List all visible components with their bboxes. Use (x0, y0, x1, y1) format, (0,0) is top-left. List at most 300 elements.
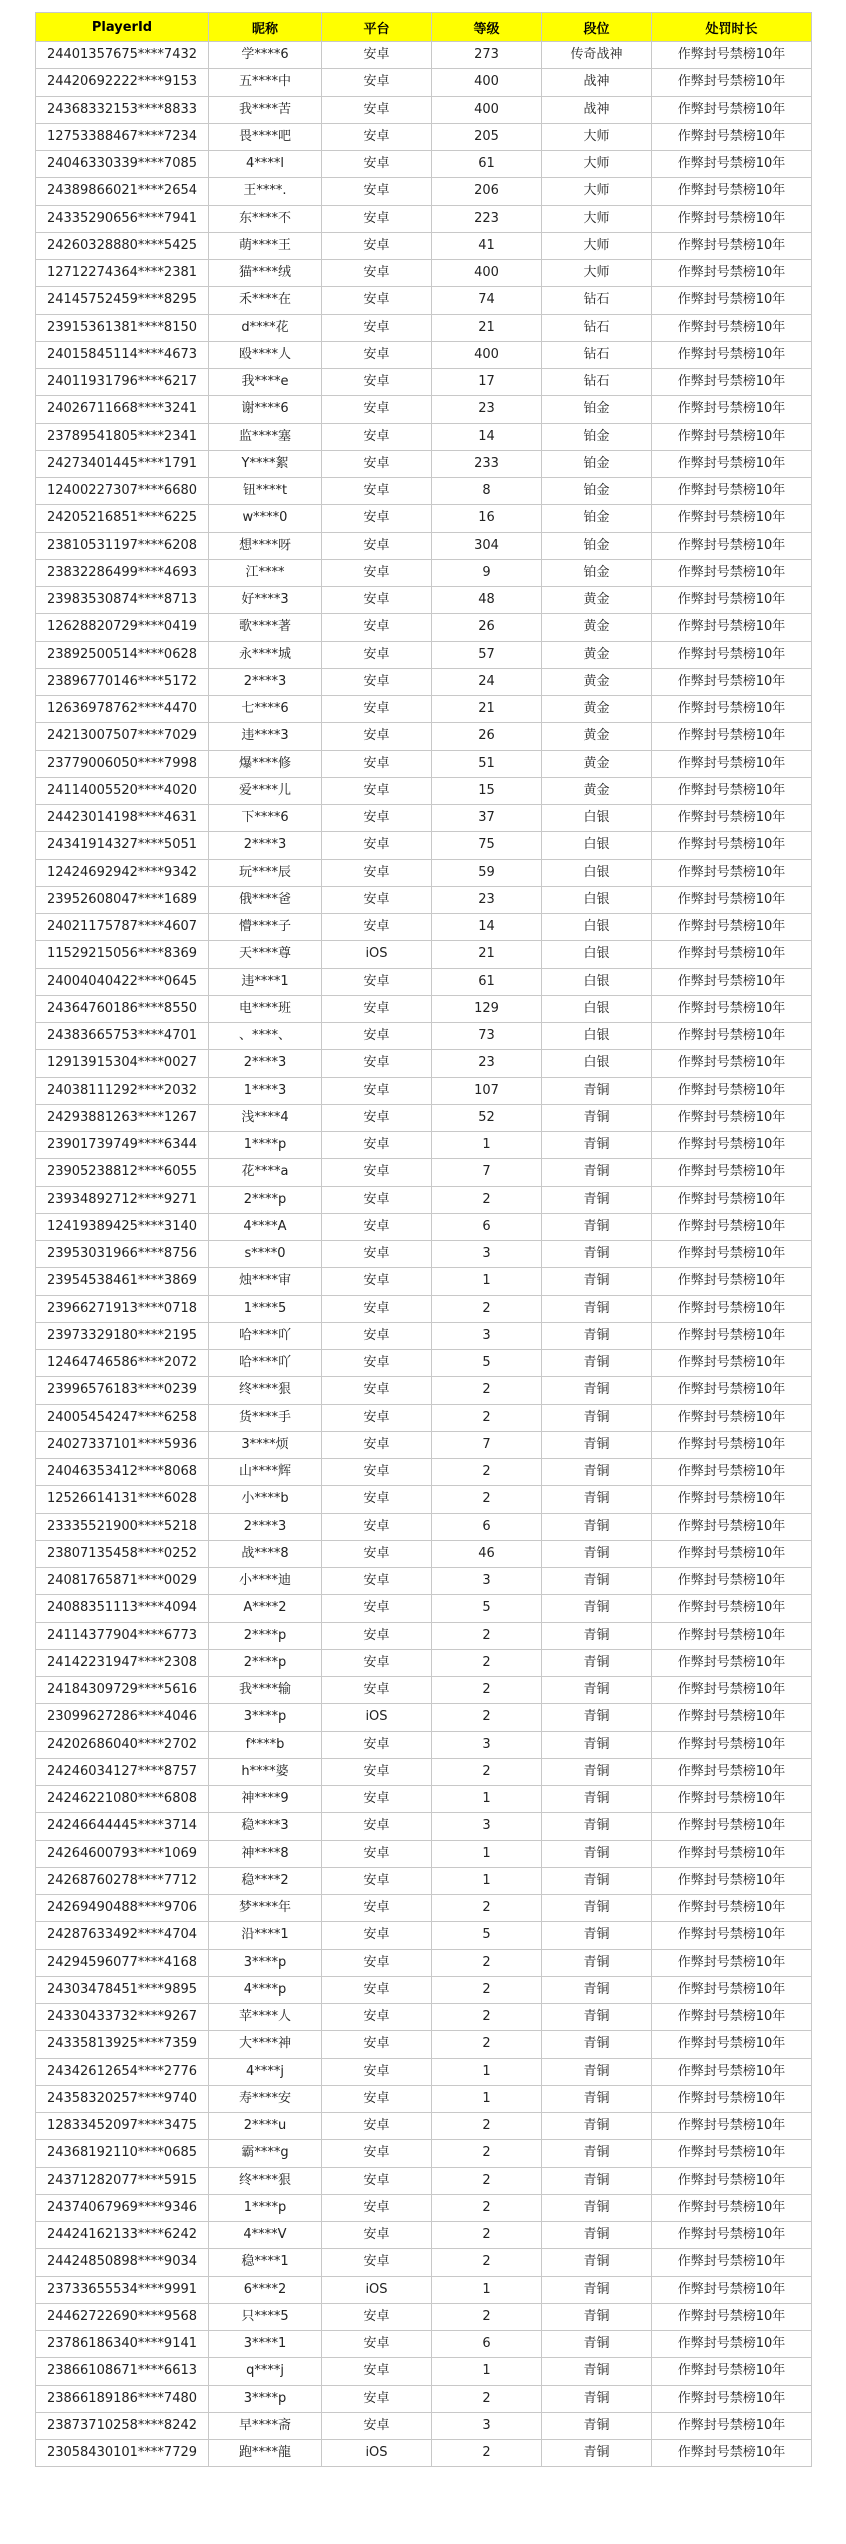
rank-cell: 白银 (542, 832, 652, 859)
platform-cell: 安卓 (322, 641, 432, 668)
rank-cell: 青铜 (542, 1377, 652, 1404)
player-id-cell: 12464746586****2072 (36, 1350, 209, 1377)
platform-cell: 安卓 (322, 914, 432, 941)
level-cell: 59 (432, 859, 542, 886)
nickname-cell: 小****b (209, 1486, 322, 1513)
player-id-cell: 24114005520****4020 (36, 777, 209, 804)
player-id-cell: 24423014198****4631 (36, 805, 209, 832)
level-cell: 1 (432, 2085, 542, 2112)
penalty-cell: 作弊封号禁榜10年 (652, 914, 812, 941)
nickname-cell: 殴****人 (209, 341, 322, 368)
player-id-cell: 24268760278****7712 (36, 1867, 209, 1894)
penalty-cell: 作弊封号禁榜10年 (652, 750, 812, 777)
table-row (36, 232, 812, 259)
platform-cell: 安卓 (322, 2004, 432, 2031)
penalty-cell: 作弊封号禁榜10年 (652, 614, 812, 641)
platform-cell: 安卓 (322, 260, 432, 287)
column-header-rank: 段位 (542, 13, 652, 42)
penalty-cell: 作弊封号禁榜10年 (652, 1976, 812, 2003)
platform-cell: 安卓 (322, 1050, 432, 1077)
player-id-cell: 23953031966****8756 (36, 1241, 209, 1268)
penalty-cell: 作弊封号禁榜10年 (652, 1513, 812, 1540)
player-id-cell: 23786186340****9141 (36, 2331, 209, 2358)
rank-cell: 铂金 (542, 505, 652, 532)
platform-cell: 安卓 (322, 1731, 432, 1758)
table-row (36, 832, 812, 859)
level-cell: 304 (432, 532, 542, 559)
nickname-cell: 好****3 (209, 587, 322, 614)
table-row (36, 1649, 812, 1676)
level-cell: 16 (432, 505, 542, 532)
table-row (36, 1104, 812, 1131)
nickname-cell: 终****狠 (209, 1377, 322, 1404)
player-id-cell: 24303478451****9895 (36, 1976, 209, 2003)
table-row (36, 396, 812, 423)
platform-cell: 安卓 (322, 2058, 432, 2085)
player-id-cell: 24424850898****9034 (36, 2249, 209, 2276)
table-row (36, 995, 812, 1022)
penalty-cell: 作弊封号禁榜10年 (652, 2194, 812, 2221)
rank-cell: 青铜 (542, 1268, 652, 1295)
level-cell: 57 (432, 641, 542, 668)
penalty-cell: 作弊封号禁榜10年 (652, 1459, 812, 1486)
player-id-cell: 24205216851****6225 (36, 505, 209, 532)
rank-cell: 白银 (542, 995, 652, 1022)
platform-cell: 安卓 (322, 205, 432, 232)
player-id-cell: 24389866021****2654 (36, 178, 209, 205)
nickname-cell: 2****p (209, 1649, 322, 1676)
table-row (36, 1186, 812, 1213)
platform-cell: 安卓 (322, 1867, 432, 1894)
level-cell: 6 (432, 1513, 542, 1540)
rank-cell: 青铜 (542, 1922, 652, 1949)
level-cell: 7 (432, 1431, 542, 1458)
player-id-cell: 23810531197****6208 (36, 532, 209, 559)
rank-cell: 钻石 (542, 341, 652, 368)
table-row (36, 968, 812, 995)
player-id-cell: 24202686040****2702 (36, 1731, 209, 1758)
level-cell: 9 (432, 559, 542, 586)
table-row (36, 1867, 812, 1894)
rank-cell: 大师 (542, 123, 652, 150)
rank-cell: 青铜 (542, 1731, 652, 1758)
table-row (36, 1132, 812, 1159)
penalty-cell: 作弊封号禁榜10年 (652, 2385, 812, 2412)
platform-cell: 安卓 (322, 1404, 432, 1431)
nickname-cell: 猫****绒 (209, 260, 322, 287)
penalty-cell: 作弊封号禁榜10年 (652, 2140, 812, 2167)
platform-cell: 安卓 (322, 1949, 432, 1976)
level-cell: 2 (432, 2167, 542, 2194)
column-header-level: 等级 (432, 13, 542, 42)
player-id-cell: 12833452097****3475 (36, 2113, 209, 2140)
penalty-cell: 作弊封号禁榜10年 (652, 832, 812, 859)
penalty-cell: 作弊封号禁榜10年 (652, 478, 812, 505)
platform-cell: 安卓 (322, 668, 432, 695)
player-id-cell: 23832286499****4693 (36, 559, 209, 586)
table-row (36, 2358, 812, 2385)
table-row (36, 260, 812, 287)
rank-cell: 白银 (542, 941, 652, 968)
nickname-cell: 永****城 (209, 641, 322, 668)
nickname-cell: 畏****吧 (209, 123, 322, 150)
rank-cell: 黄金 (542, 641, 652, 668)
table-body (36, 42, 812, 2467)
level-cell: 14 (432, 423, 542, 450)
platform-cell: 安卓 (322, 287, 432, 314)
table-row (36, 532, 812, 559)
table-row (36, 1704, 812, 1731)
penalty-cell: 作弊封号禁榜10年 (652, 151, 812, 178)
table-row (36, 1050, 812, 1077)
platform-cell: 安卓 (322, 232, 432, 259)
table-row (36, 614, 812, 641)
table-row (36, 1459, 812, 1486)
platform-cell: 安卓 (322, 1486, 432, 1513)
table-row (36, 341, 812, 368)
platform-cell: 安卓 (322, 2358, 432, 2385)
player-id-cell: 24213007507****7029 (36, 723, 209, 750)
player-id-cell: 24287633492****4704 (36, 1922, 209, 1949)
penalty-cell: 作弊封号禁榜10年 (652, 532, 812, 559)
level-cell: 2 (432, 2222, 542, 2249)
penalty-cell: 作弊封号禁榜10年 (652, 2303, 812, 2330)
penalty-cell: 作弊封号禁榜10年 (652, 2358, 812, 2385)
table-row (36, 450, 812, 477)
rank-cell: 青铜 (542, 1677, 652, 1704)
player-id-cell: 24026711668****3241 (36, 396, 209, 423)
table-row (36, 1622, 812, 1649)
player-id-cell: 24269490488****9706 (36, 1895, 209, 1922)
player-id-cell: 24424162133****6242 (36, 2222, 209, 2249)
platform-cell: 安卓 (322, 1568, 432, 1595)
player-id-cell: 24145752459****8295 (36, 287, 209, 314)
penalty-cell: 作弊封号禁榜10年 (652, 2249, 812, 2276)
penalty-cell: 作弊封号禁榜10年 (652, 1186, 812, 1213)
level-cell: 52 (432, 1104, 542, 1131)
level-cell: 6 (432, 2331, 542, 2358)
penalty-cell: 作弊封号禁榜10年 (652, 1377, 812, 1404)
penalty-cell: 作弊封号禁榜10年 (652, 1486, 812, 1513)
nickname-cell: 2****p (209, 1622, 322, 1649)
level-cell: 74 (432, 287, 542, 314)
table-row (36, 151, 812, 178)
platform-cell: 安卓 (322, 1104, 432, 1131)
table-row (36, 696, 812, 723)
player-id-cell: 23807135458****0252 (36, 1540, 209, 1567)
player-id-cell: 24246644445****3714 (36, 1813, 209, 1840)
platform-cell: iOS (322, 1704, 432, 1731)
player-id-cell: 23789541805****2341 (36, 423, 209, 450)
penalty-cell: 作弊封号禁榜10年 (652, 1540, 812, 1567)
table-row (36, 2440, 812, 2467)
level-cell: 206 (432, 178, 542, 205)
level-cell: 1 (432, 1840, 542, 1867)
platform-cell: 安卓 (322, 1213, 432, 1240)
nickname-cell: h****婆 (209, 1758, 322, 1785)
nickname-cell: 花****a (209, 1159, 322, 1186)
level-cell: 2 (432, 1649, 542, 1676)
platform-cell: 安卓 (322, 1132, 432, 1159)
nickname-cell: 2****3 (209, 1050, 322, 1077)
rank-cell: 黄金 (542, 614, 652, 641)
rank-cell: 青铜 (542, 1622, 652, 1649)
nickname-cell: 下****6 (209, 805, 322, 832)
platform-cell: 安卓 (322, 42, 432, 69)
platform-cell: 安卓 (322, 696, 432, 723)
rank-cell: 青铜 (542, 2331, 652, 2358)
nickname-cell: 想****呀 (209, 532, 322, 559)
penalty-cell: 作弊封号禁榜10年 (652, 2004, 812, 2031)
player-id-cell: 23866189186****7480 (36, 2385, 209, 2412)
platform-cell: 安卓 (322, 1922, 432, 1949)
platform-cell: 安卓 (322, 2167, 432, 2194)
level-cell: 400 (432, 69, 542, 96)
nickname-cell: 3****p (209, 2385, 322, 2412)
table-row (36, 1540, 812, 1567)
platform-cell: 安卓 (322, 1840, 432, 1867)
player-id-cell: 24038111292****2032 (36, 1077, 209, 1104)
level-cell: 21 (432, 696, 542, 723)
penalty-cell: 作弊封号禁榜10年 (652, 1758, 812, 1785)
level-cell: 205 (432, 123, 542, 150)
table-row (36, 1513, 812, 1540)
platform-cell: 安卓 (322, 1459, 432, 1486)
player-id-cell: 23733655534****9991 (36, 2276, 209, 2303)
player-id-cell: 24383665753****4701 (36, 1023, 209, 1050)
player-id-cell: 12913915304****0027 (36, 1050, 209, 1077)
table-row (36, 178, 812, 205)
rank-cell: 青铜 (542, 1840, 652, 1867)
table-row (36, 805, 812, 832)
rank-cell: 青铜 (542, 2031, 652, 2058)
level-cell: 2 (432, 1704, 542, 1731)
table-row (36, 1758, 812, 1785)
rank-cell: 青铜 (542, 2276, 652, 2303)
nickname-cell: 玩****辰 (209, 859, 322, 886)
rank-cell: 青铜 (542, 1895, 652, 1922)
nickname-cell: 监****塞 (209, 423, 322, 450)
nickname-cell: 我****e (209, 369, 322, 396)
table-row (36, 914, 812, 941)
nickname-cell: 五****中 (209, 69, 322, 96)
player-id-cell: 24184309729****5616 (36, 1677, 209, 1704)
penalty-cell: 作弊封号禁榜10年 (652, 260, 812, 287)
nickname-cell: 神****9 (209, 1786, 322, 1813)
platform-cell: 安卓 (322, 750, 432, 777)
level-cell: 400 (432, 96, 542, 123)
rank-cell: 铂金 (542, 559, 652, 586)
rank-cell: 青铜 (542, 1295, 652, 1322)
rank-cell: 黄金 (542, 750, 652, 777)
table-row (36, 723, 812, 750)
player-id-cell: 24027337101****5936 (36, 1431, 209, 1458)
player-id-cell: 23915361381****8150 (36, 314, 209, 341)
table-row (36, 2303, 812, 2330)
level-cell: 2 (432, 1295, 542, 1322)
nickname-cell: q****j (209, 2358, 322, 2385)
penalty-cell: 作弊封号禁榜10年 (652, 2222, 812, 2249)
table-row (36, 941, 812, 968)
penalty-cell: 作弊封号禁榜10年 (652, 178, 812, 205)
level-cell: 5 (432, 1350, 542, 1377)
penalty-cell: 作弊封号禁榜10年 (652, 1595, 812, 1622)
level-cell: 2 (432, 1459, 542, 1486)
level-cell: 3 (432, 2412, 542, 2439)
player-id-cell: 24260328880****5425 (36, 232, 209, 259)
platform-cell: 安卓 (322, 178, 432, 205)
penalty-cell: 作弊封号禁榜10年 (652, 2276, 812, 2303)
rank-cell: 青铜 (542, 1322, 652, 1349)
platform-cell: 安卓 (322, 341, 432, 368)
platform-cell: 安卓 (322, 1976, 432, 2003)
nickname-cell: Y****絮 (209, 450, 322, 477)
penalty-cell: 作弊封号禁榜10年 (652, 2412, 812, 2439)
penalty-cell: 作弊封号禁榜10年 (652, 1295, 812, 1322)
table-row (36, 1949, 812, 1976)
rank-cell: 白银 (542, 1050, 652, 1077)
level-cell: 23 (432, 396, 542, 423)
nickname-cell: 萌****王 (209, 232, 322, 259)
platform-cell: 安卓 (322, 369, 432, 396)
rank-cell: 青铜 (542, 2440, 652, 2467)
table-row (36, 1295, 812, 1322)
table-row (36, 1322, 812, 1349)
rank-cell: 青铜 (542, 1404, 652, 1431)
table-row (36, 2249, 812, 2276)
platform-cell: 安卓 (322, 832, 432, 859)
player-id-cell: 23934892712****9271 (36, 1186, 209, 1213)
platform-cell: 安卓 (322, 1295, 432, 1322)
player-id-cell: 24004040422****0645 (36, 968, 209, 995)
penalty-cell: 作弊封号禁榜10年 (652, 1704, 812, 1731)
rank-cell: 青铜 (542, 1486, 652, 1513)
level-cell: 2 (432, 1186, 542, 1213)
nickname-cell: 1****3 (209, 1077, 322, 1104)
rank-cell: 青铜 (542, 1813, 652, 1840)
platform-cell: 安卓 (322, 1677, 432, 1704)
nickname-cell: 七****6 (209, 696, 322, 723)
rank-cell: 白银 (542, 968, 652, 995)
player-id-cell: 12419389425****3140 (36, 1213, 209, 1240)
table-row (36, 2222, 812, 2249)
level-cell: 14 (432, 914, 542, 941)
rank-cell: 青铜 (542, 2113, 652, 2140)
level-cell: 7 (432, 1159, 542, 1186)
penalty-cell: 作弊封号禁榜10年 (652, 2167, 812, 2194)
nickname-cell: 钮****t (209, 478, 322, 505)
penalty-cell: 作弊封号禁榜10年 (652, 696, 812, 723)
penalty-cell: 作弊封号禁榜10年 (652, 1241, 812, 1268)
table-row (36, 2385, 812, 2412)
nickname-cell: 懵****子 (209, 914, 322, 941)
level-cell: 2 (432, 1758, 542, 1785)
penalty-cell: 作弊封号禁榜10年 (652, 1622, 812, 1649)
player-id-cell: 24335813925****7359 (36, 2031, 209, 2058)
table-row (36, 1976, 812, 2003)
level-cell: 1 (432, 2058, 542, 2085)
platform-cell: 安卓 (322, 96, 432, 123)
table-row (36, 69, 812, 96)
rank-cell: 青铜 (542, 1867, 652, 1894)
platform-cell: 安卓 (322, 2385, 432, 2412)
nickname-cell: 东****不 (209, 205, 322, 232)
level-cell: 1 (432, 1132, 542, 1159)
table-row (36, 423, 812, 450)
table-row (36, 123, 812, 150)
level-cell: 3 (432, 1322, 542, 1349)
penalty-cell: 作弊封号禁榜10年 (652, 941, 812, 968)
table-row (36, 2412, 812, 2439)
nickname-cell: 战****8 (209, 1540, 322, 1567)
nickname-cell: 1****p (209, 2194, 322, 2221)
platform-cell: 安卓 (322, 2085, 432, 2112)
table-row (36, 2085, 812, 2112)
penalty-cell: 作弊封号禁榜10年 (652, 2440, 812, 2467)
player-id-cell: 24273401445****1791 (36, 450, 209, 477)
rank-cell: 钻石 (542, 314, 652, 341)
level-cell: 2 (432, 2194, 542, 2221)
table-row (36, 1431, 812, 1458)
table-row (36, 1568, 812, 1595)
nickname-cell: s****0 (209, 1241, 322, 1268)
penalty-cell: 作弊封号禁榜10年 (652, 1268, 812, 1295)
nickname-cell: 2****3 (209, 668, 322, 695)
platform-cell: 安卓 (322, 1268, 432, 1295)
player-id-cell: 12400227307****6680 (36, 478, 209, 505)
table-row (36, 1159, 812, 1186)
platform-cell: 安卓 (322, 1758, 432, 1785)
level-cell: 21 (432, 941, 542, 968)
nickname-cell: 浅****4 (209, 1104, 322, 1131)
penalty-cell: 作弊封号禁榜10年 (652, 1867, 812, 1894)
level-cell: 8 (432, 478, 542, 505)
rank-cell: 白银 (542, 1023, 652, 1050)
penalty-cell: 作弊封号禁榜10年 (652, 1731, 812, 1758)
level-cell: 2 (432, 1377, 542, 1404)
platform-cell: 安卓 (322, 1622, 432, 1649)
table-row (36, 1595, 812, 1622)
nickname-cell: 1****5 (209, 1295, 322, 1322)
penalty-cell: 作弊封号禁榜10年 (652, 1104, 812, 1131)
level-cell: 37 (432, 805, 542, 832)
column-header-player-id: PlayerId (36, 13, 209, 42)
platform-cell: 安卓 (322, 2303, 432, 2330)
platform-cell: 安卓 (322, 723, 432, 750)
level-cell: 2 (432, 2385, 542, 2412)
table-row (36, 1404, 812, 1431)
level-cell: 26 (432, 614, 542, 641)
nickname-cell: 苹****人 (209, 2004, 322, 2031)
platform-cell: 安卓 (322, 314, 432, 341)
level-cell: 233 (432, 450, 542, 477)
player-id-cell: 24335290656****7941 (36, 205, 209, 232)
level-cell: 73 (432, 1023, 542, 1050)
rank-cell: 青铜 (542, 1568, 652, 1595)
table-row (36, 750, 812, 777)
rank-cell: 青铜 (542, 1104, 652, 1131)
platform-cell: 安卓 (322, 777, 432, 804)
penalty-cell: 作弊封号禁榜10年 (652, 668, 812, 695)
rank-cell: 青铜 (542, 1513, 652, 1540)
rank-cell: 青铜 (542, 1649, 652, 1676)
nickname-cell: 3****p (209, 1704, 322, 1731)
platform-cell: 安卓 (322, 123, 432, 150)
penalty-cell: 作弊封号禁榜10年 (652, 232, 812, 259)
penalty-cell: 作弊封号禁榜10年 (652, 1813, 812, 1840)
rank-cell: 青铜 (542, 2058, 652, 2085)
table-row (36, 559, 812, 586)
